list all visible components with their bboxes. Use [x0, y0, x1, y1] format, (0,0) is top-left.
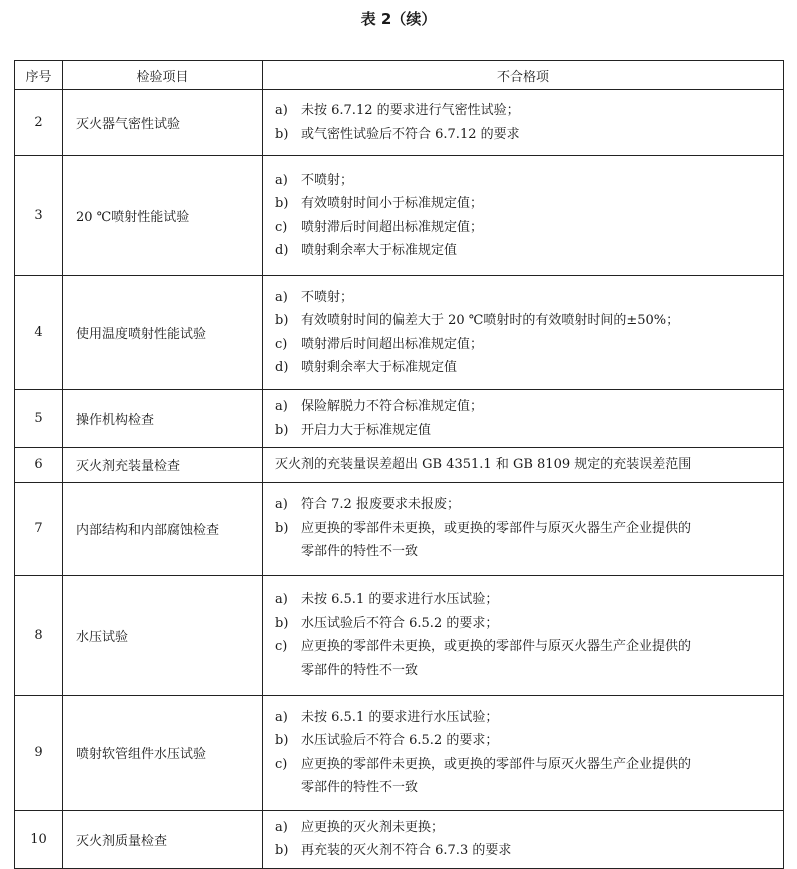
line-text: 有效喷射时间小于标准规定值； [301, 196, 484, 211]
nonconformity-line [275, 753, 773, 777]
nonconformity-line [275, 309, 773, 333]
nonconformity-line [275, 419, 773, 443]
nonconformity-line [275, 286, 773, 310]
line-tag: c) [275, 639, 288, 654]
table-row [15, 90, 784, 156]
nonconformity-line [275, 123, 773, 147]
line-tag: a) [275, 592, 288, 607]
line-text: 未按 6.7.12 的要求进行气密性试验； [301, 103, 520, 118]
table-row [15, 695, 784, 810]
nonconformity-line [275, 356, 773, 380]
nonconformity-line [275, 635, 773, 659]
line-text: 喷射剩余率大于标准规定值 [301, 243, 458, 258]
table-row [15, 482, 784, 575]
line-tag: d) [275, 360, 289, 375]
line-tag: b) [275, 196, 289, 211]
line-text: 喷射滞后时间超出标准规定值； [301, 336, 484, 352]
line-tag: a) [275, 103, 288, 118]
line-text: 喷射滞后时间超出标准规定值； [301, 219, 484, 235]
line-tag: c) [275, 756, 288, 772]
nonconformity-line [275, 816, 773, 840]
line-tag: a) [275, 399, 288, 414]
line-text: 有效喷射时间的偏差大于 20 ℃喷射时的有效喷射时间的±50%； [301, 313, 680, 328]
table-row [15, 575, 784, 695]
inspection-table [14, 60, 784, 869]
line-text: 零部件的特性不一致 [301, 544, 419, 560]
line-text: 应更换的零部件未更换，或更换的零部件与原灭火器生产企业提供的 [301, 756, 692, 772]
table-row [15, 390, 784, 448]
inspection-item: 水压试验 [63, 575, 263, 695]
row-number: 10 [15, 810, 63, 868]
nonconformity-cell [263, 810, 784, 868]
line-text: 不喷射； [301, 289, 354, 305]
inspection-item: 灭火器气密性试验 [63, 90, 263, 156]
line-text: 保险解脱力不符合标准规定值； [301, 399, 484, 414]
line-text: 水压试验后不符合 6.5.2 的要求； [301, 615, 499, 631]
line-tag: b) [275, 520, 289, 536]
nonconformity-line [275, 776, 773, 800]
line-text: 开启力大于标准规定值 [301, 422, 432, 438]
nonconformity-cell [263, 695, 784, 810]
inspection-item: 内部结构和内部腐蚀检查 [63, 482, 263, 575]
line-tag: a) [275, 172, 288, 188]
line-text: 应更换的零部件未更换，或更换的零部件与原灭火器生产企业提供的 [301, 639, 692, 654]
line-tag: d) [275, 243, 289, 258]
nonconformity-cell [263, 276, 784, 390]
nonconformity-cell [263, 482, 784, 575]
nonconformity-cell [263, 90, 784, 156]
nonconformity-line [275, 169, 773, 193]
row-number: 7 [15, 482, 63, 575]
inspection-item: 操作机构检查 [63, 390, 263, 448]
line-text: 零部件的特性不一致 [301, 780, 419, 795]
row-number: 3 [15, 156, 63, 276]
line-tag: b) [275, 733, 289, 748]
nonconformity-line [275, 540, 773, 564]
row-number: 9 [15, 695, 63, 810]
line-text: 符合 7.2 报废要求未报废； [301, 497, 460, 513]
header-item: 检验项目 [63, 61, 263, 90]
line-text: 未按 6.5.1 的要求进行水压试验； [301, 709, 499, 725]
row-number: 5 [15, 390, 63, 448]
nonconformity-line [275, 216, 773, 240]
line-text: 应更换的零部件未更换，或更换的零部件与原灭火器生产企业提供的 [301, 520, 692, 536]
row-number: 8 [15, 575, 63, 695]
line-text: 零部件的特性不一致 [301, 662, 419, 678]
line-text: 不喷射； [301, 172, 354, 188]
line-tag: b) [275, 615, 289, 631]
inspection-item: 灭火剂充装量检查 [63, 448, 263, 483]
nonconformity-line [275, 493, 773, 517]
nonconformity-line [275, 729, 773, 753]
line-tag: a) [275, 289, 288, 305]
nonconformity-cell [263, 390, 784, 448]
line-tag: b) [275, 313, 289, 328]
nonconformity-line [275, 517, 773, 541]
nonconformity-line [275, 239, 773, 263]
line-tag: c) [275, 336, 288, 352]
inspection-item: 使用温度喷射性能试验 [63, 276, 263, 390]
line-text: 喷射剩余率大于标准规定值 [301, 360, 458, 375]
line-tag: b) [275, 126, 289, 142]
line-tag [275, 540, 301, 564]
table-row [15, 276, 784, 390]
table-body [15, 90, 784, 869]
nonconformity-cell [263, 575, 784, 695]
row-number: 4 [15, 276, 63, 390]
nonconformity-line [275, 395, 773, 419]
line-tag: b) [275, 422, 289, 438]
line-text: 或气密性试验后不符合 6.7.12 的要求 [301, 126, 520, 142]
inspection-item: 灭火剂质量检查 [63, 810, 263, 868]
header-no: 序号 [15, 61, 63, 90]
line-tag: a) [275, 497, 288, 513]
line-tag: a) [275, 819, 288, 835]
table-row [15, 156, 784, 276]
line-text: 水压试验后不符合 6.5.2 的要求； [301, 733, 499, 748]
row-number: 6 [15, 448, 63, 483]
nonconformity-cell [263, 448, 784, 483]
nonconformity-line [275, 706, 773, 730]
line-tag: a) [275, 709, 288, 725]
line-tag [275, 776, 301, 800]
row-number: 2 [15, 90, 63, 156]
table-row [15, 448, 784, 483]
line-text: 应更换的灭火剂未更换； [301, 819, 445, 835]
line-tag [275, 659, 301, 683]
nonconformity-cell [263, 156, 784, 276]
nonconformity-line [275, 588, 773, 612]
inspection-item: 20 ℃喷射性能试验 [63, 156, 263, 276]
table-row [15, 810, 784, 868]
line-tag: b) [275, 843, 289, 858]
nonconformity-line [275, 333, 773, 357]
line-text: 未按 6.5.1 的要求进行水压试验； [301, 592, 499, 607]
header-fail: 不合格项 [263, 61, 784, 90]
nonconformity-line [275, 612, 773, 636]
table-header-row [15, 61, 784, 90]
nonconformity-line [275, 839, 773, 863]
line-tag: c) [275, 219, 288, 235]
nonconformity-text: 灭火剂的充装量误差超出 GB 4351.1 和 GB 8109 规定的充装误差范围 [275, 457, 692, 472]
table-title: 表 2（续） [360, 10, 437, 28]
inspection-item: 喷射软管组件水压试验 [63, 695, 263, 810]
nonconformity-line [275, 192, 773, 216]
nonconformity-line [275, 99, 773, 123]
line-text: 再充装的灭火剂不符合 6.7.3 的要求 [301, 843, 512, 858]
nonconformity-line [275, 659, 773, 683]
